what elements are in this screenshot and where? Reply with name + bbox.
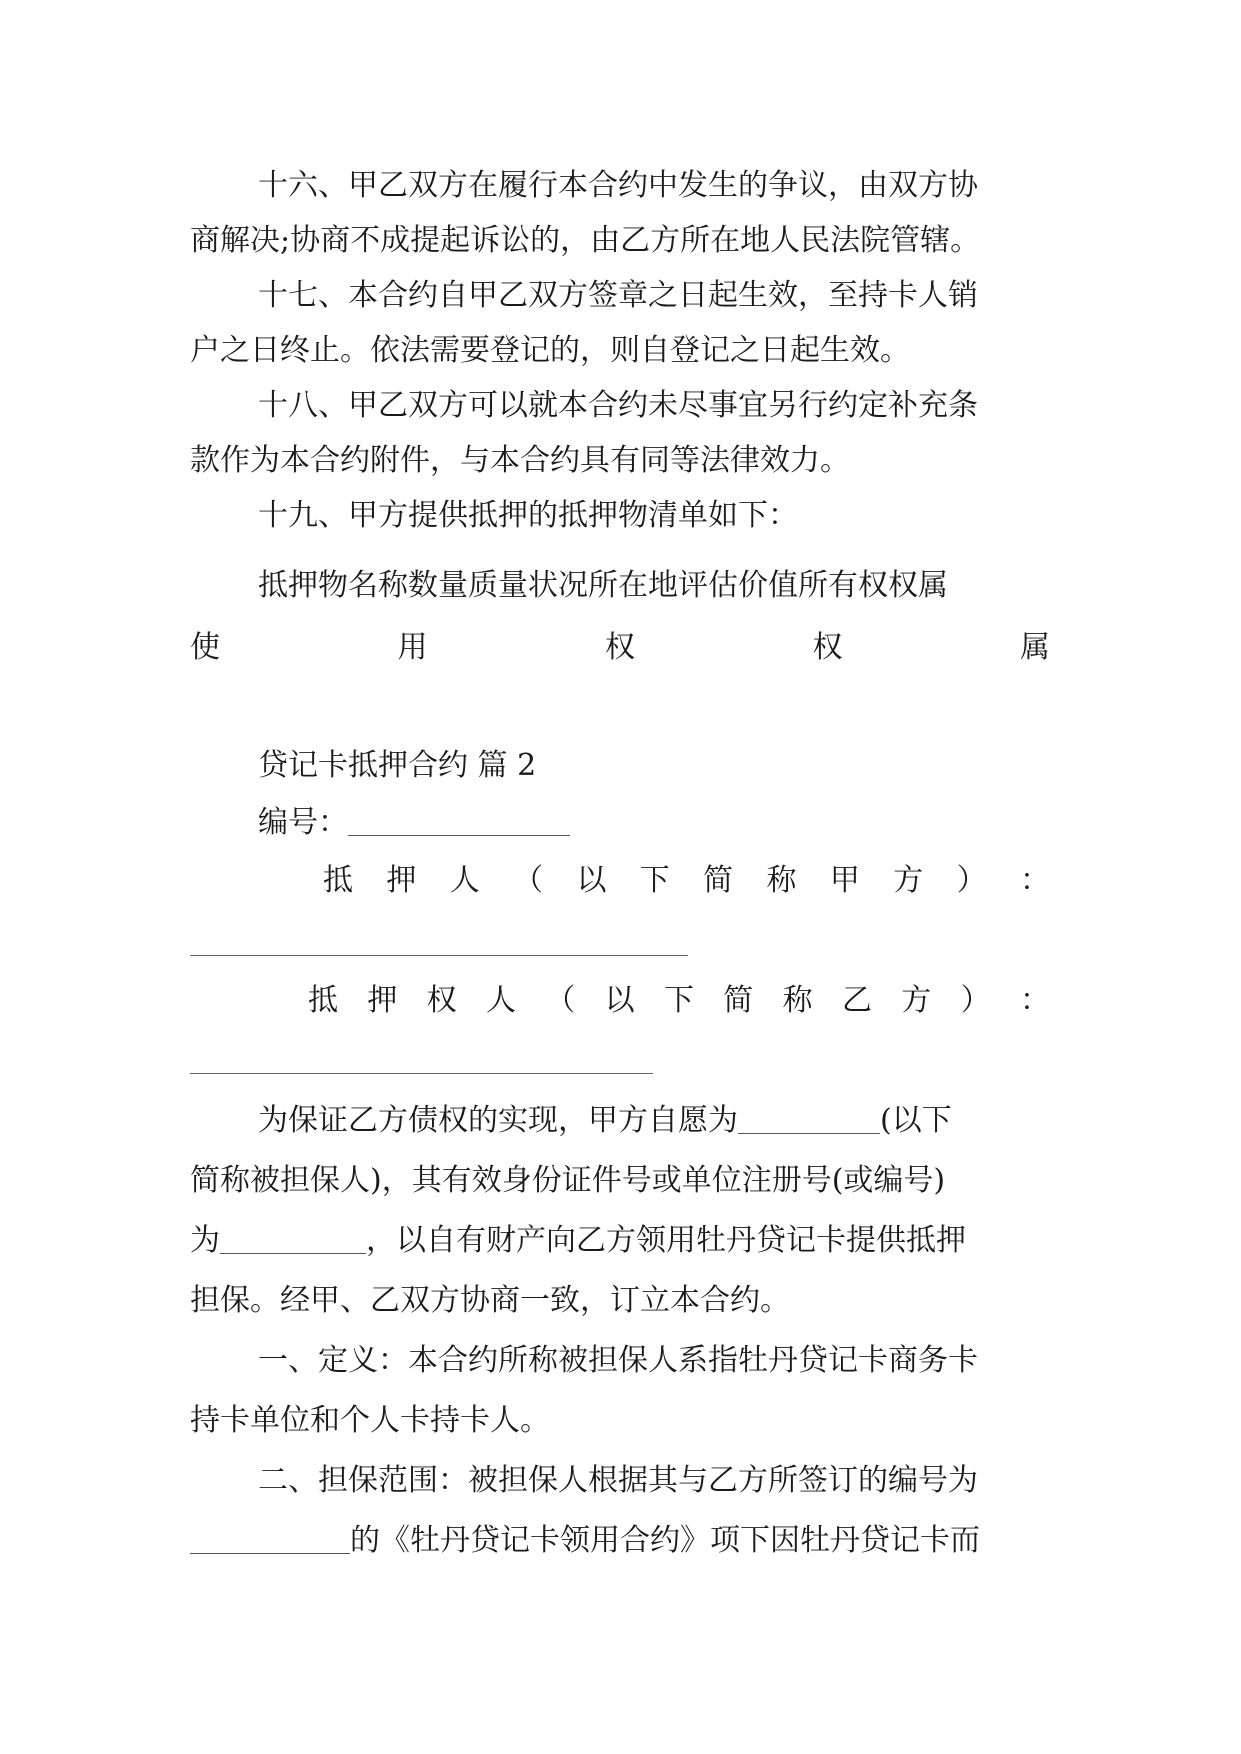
- mortgagee-char: 以: [604, 983, 635, 1018]
- scope-text: 的《牡丹贷记卡领用合约》项下因牡丹贷记卡而: [350, 1523, 980, 1558]
- article-16-line-1: 十六、甲乙双方在履行本合约中发生的争议，由双方协: [258, 168, 978, 203]
- intro-text: 为保证乙方债权的实现，甲方自愿为: [258, 1103, 738, 1138]
- contract-number-row: [190, 797, 1050, 849]
- article-16-line-2: 商解决;协商不成提起诉讼的，由乙方所在地人民法院管辖。: [190, 223, 981, 258]
- mortgagor-char: 称: [766, 863, 797, 898]
- section-2-title: 贷记卡抵押合约 篇 2: [258, 748, 537, 783]
- article-18-line-2: 款作为本合约附件，与本合约具有同等法律效力。: [190, 443, 850, 478]
- header-char: 使: [190, 630, 220, 665]
- article-18-line-1: 十八、甲乙双方可以就本合约未尽事宜另行约定补充条: [258, 388, 978, 423]
- mortgagor-char: 简: [703, 863, 734, 898]
- mortgagee-blank[interactable]: [190, 1073, 653, 1074]
- mortgagor-char: ：: [1019, 863, 1050, 898]
- header-char: 权: [812, 630, 843, 665]
- scope-line-1: 二、担保范围：被担保人根据其与乙方所签订的编号为: [258, 1463, 978, 1498]
- mortgagor-char: 甲: [829, 863, 860, 898]
- mortgagor-char: 以: [576, 863, 607, 898]
- mortgagee-char: 权: [426, 983, 457, 1018]
- mortgagor-row: [190, 855, 1050, 907]
- scope-line-2: [190, 1515, 1050, 1567]
- contract-ref-blank[interactable]: [190, 1519, 350, 1554]
- guaranteed-party-blank[interactable]: [738, 1099, 880, 1134]
- article-17-line-2: 户之日终止。依法需要登记的，则自登记之日起生效。: [190, 333, 910, 368]
- collateral-list-header: 抵押物名称数量质量状况所在地评估价值所有权权属: [258, 568, 948, 603]
- definition-line-2: 持卡单位和个人卡持卡人。: [190, 1403, 550, 1438]
- mortgagor-char: 抵: [323, 863, 353, 898]
- mortgagee-char: （: [545, 983, 576, 1018]
- mortgagee-char: ：: [1019, 983, 1050, 1018]
- header-char: 权: [605, 630, 635, 665]
- mortgagor-char: 方: [893, 863, 924, 898]
- mortgagee-char: 抵: [308, 983, 338, 1018]
- intro-line-4: 担保。经甲、乙双方协商一致，订立本合约。: [190, 1283, 790, 1318]
- mortgagee-char: 押: [367, 983, 398, 1018]
- mortgagor-blank[interactable]: [190, 955, 688, 956]
- intro-line-2: 简称被担保人)，其有效身份证件号或单位注册号(或编号): [190, 1163, 946, 1198]
- mortgagee-row: [190, 975, 1050, 1027]
- mortgagee-char: 人: [485, 983, 516, 1018]
- mortgagee-char: 简: [723, 983, 754, 1018]
- mortgagor-char: ）: [956, 863, 987, 898]
- mortgagee-char: 乙: [841, 983, 872, 1018]
- collateral-list-header-cont: [190, 622, 1050, 674]
- mortgagee-char: 称: [782, 983, 813, 1018]
- intro-text: (以下: [880, 1103, 952, 1138]
- intro-text: ，以自有财产向乙方领用牡丹贷记卡提供抵押: [366, 1223, 966, 1258]
- mortgagee-char: ）: [960, 983, 991, 1018]
- mortgagee-char: 方: [901, 983, 932, 1018]
- mortgagor-char: （: [513, 863, 544, 898]
- id-number-blank[interactable]: [220, 1219, 366, 1254]
- article-19-line-1: 十九、甲方提供抵押的抵押物清单如下：: [258, 498, 798, 533]
- article-17-line-1: 十七、本合约自甲乙双方签章之日起生效，至持卡人销: [258, 278, 978, 313]
- contract-number-label: 编号：: [258, 805, 348, 840]
- header-char: 用: [397, 630, 428, 665]
- contract-number-blank[interactable]: [348, 801, 570, 836]
- intro-text: 为: [190, 1223, 220, 1258]
- mortgagor-char: 押: [386, 863, 417, 898]
- header-char: 属: [1020, 630, 1050, 665]
- mortgagee-char: 下: [663, 983, 694, 1018]
- intro-line-3: [190, 1215, 1050, 1267]
- definition-line-1: 一、定义：本合约所称被担保人系指牡丹贷记卡商务卡: [258, 1343, 978, 1378]
- intro-line-1: [190, 1095, 1050, 1147]
- mortgagor-char: 人: [449, 863, 480, 898]
- mortgagor-char: 下: [639, 863, 670, 898]
